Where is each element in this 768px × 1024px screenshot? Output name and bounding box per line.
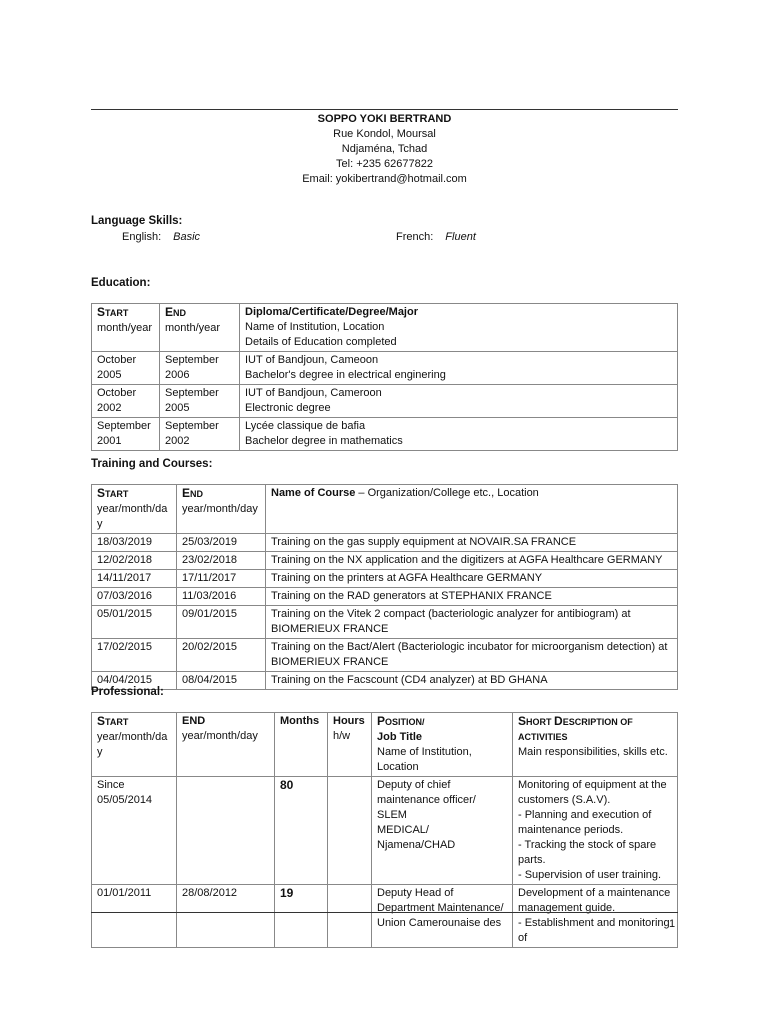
education-end-cell: September 2006	[160, 352, 240, 385]
training-course-header: Name of Course – Organization/College etc., Location	[266, 485, 678, 534]
professional-description-cell: Development of a maintenance management guide. - Establishment and monitoring of	[513, 885, 678, 948]
english-label: English:	[122, 231, 162, 243]
training-course-cell: Training on the printers at AGFA Healthcare GERMANY	[266, 570, 678, 588]
page-number: 1	[669, 918, 676, 930]
professional-start-cell: Since 05/05/2014	[92, 777, 177, 885]
bottom-rule	[91, 912, 678, 913]
education-diploma-header: Diploma/Certificate/Degree/Major Name of Institution, Location Details of Education completed	[240, 304, 678, 352]
education-start-cell: October 2005	[92, 352, 160, 385]
professional-description-header: SHORT DESCRIPTION OF ACTIVITIES Main responsibilities, skills etc.	[513, 713, 678, 777]
training-end-cell: 20/02/2015	[177, 639, 266, 672]
training-course-cell: Training on the NX application and the digitizers at AGFA Healthcare GERMANY	[266, 552, 678, 570]
professional-position-cell: Deputy Head of Department Maintenance/ Union Camerounaise des	[372, 885, 513, 948]
professional-end-header: END year/month/day	[177, 713, 275, 777]
professional-months-header: Months	[275, 713, 328, 777]
training-end-cell: 09/01/2015	[177, 606, 266, 639]
education-start-cell: September 2001	[92, 418, 160, 451]
education-header-row	[92, 304, 678, 352]
training-start-cell: 04/04/2015	[92, 672, 177, 690]
table-row	[92, 777, 678, 885]
english-skill	[122, 231, 200, 243]
training-course-cell: Training on the Bact/Alert (Bacteriologic incubator for microorganism detection) at BIOMERIEUX FRANCE	[266, 639, 678, 672]
person-name: SOPPO YOKI BERTRAND	[317, 113, 452, 125]
language-section-title: Language Skills:	[91, 215, 183, 227]
education-start-header: START month/year	[92, 304, 160, 352]
professional-months-cell: 19	[275, 885, 328, 948]
education-detail-cell: Lycée classique de bafia Bachelor degree in mathematics	[240, 418, 678, 451]
training-section-title: Training and Courses:	[91, 458, 213, 470]
top-rule	[91, 109, 678, 110]
training-course-cell: Training on the Vitek 2 compact (bacteriologic analyzer for antibiogram) at BIOMERIEUX FRANCE	[266, 606, 678, 639]
table-row	[92, 570, 678, 588]
training-start-cell: 14/11/2017	[92, 570, 177, 588]
education-end-header: END month/year	[160, 304, 240, 352]
table-row	[92, 606, 678, 639]
professional-header-row	[92, 713, 678, 777]
table-row	[92, 552, 678, 570]
table-row	[92, 588, 678, 606]
resume-page	[91, 0, 679, 1024]
table-row	[92, 639, 678, 672]
education-section-title: Education:	[91, 277, 151, 289]
table-row	[92, 352, 678, 385]
training-start-header: START year/month/da y	[92, 485, 177, 534]
education-detail-cell: IUT of Bandjoun, Cameroon Electronic degree	[240, 385, 678, 418]
training-end-cell: 17/11/2017	[177, 570, 266, 588]
professional-start-cell: 01/01/2011	[92, 885, 177, 948]
education-start-cell: October 2002	[92, 385, 160, 418]
contact-header	[91, 112, 678, 187]
training-course-cell: Training on the gas supply equipment at NOVAIR.SA FRANCE	[266, 534, 678, 552]
training-table	[91, 484, 678, 690]
training-course-cell: Training on the RAD generators at STEPHANIX FRANCE	[266, 588, 678, 606]
french-skill	[396, 231, 476, 243]
professional-description-cell: Monitoring of equipment at the customers (S.A.V). - Planning and execution of maintenance periods. - Tracking the stock of spare parts. - Supervision of user training.	[513, 777, 678, 885]
professional-hours-cell	[328, 885, 372, 948]
professional-start-header: START year/month/da y	[92, 713, 177, 777]
training-end-header: END year/month/day	[177, 485, 266, 534]
table-row	[92, 418, 678, 451]
training-header-row	[92, 485, 678, 534]
education-table	[91, 303, 678, 451]
education-end-cell: September 2002	[160, 418, 240, 451]
city: Ndjaména, Tchad	[341, 143, 428, 155]
table-row	[92, 672, 678, 690]
education-detail-cell: IUT of Bandjoun, Cameoon Bachelor's degree in electrical enginering	[240, 352, 678, 385]
table-row	[92, 534, 678, 552]
training-end-cell: 25/03/2019	[177, 534, 266, 552]
professional-hours-cell	[328, 777, 372, 885]
email: Email: yokibertrand@hotmail.com	[302, 173, 467, 185]
address: Rue Kondol, Moursal	[333, 128, 436, 140]
training-course-cell: Training on the Facscount (CD4 analyzer) at BD GHANA	[266, 672, 678, 690]
training-end-cell: 08/04/2015	[177, 672, 266, 690]
french-label: French:	[396, 231, 434, 243]
english-level: Basic	[173, 231, 201, 243]
professional-section-title: Professional:	[91, 686, 164, 698]
professional-position-cell: Deputy of chief maintenance officer/ SLEM MEDICAL/ Njamena/CHAD	[372, 777, 513, 885]
training-start-cell: 07/03/2016	[92, 588, 177, 606]
table-row	[92, 885, 678, 948]
training-start-cell: 05/01/2015	[92, 606, 177, 639]
professional-end-cell	[177, 777, 275, 885]
training-start-cell: 12/02/2018	[92, 552, 177, 570]
french-level: Fluent	[445, 231, 476, 243]
professional-months-cell: 80	[275, 777, 328, 885]
professional-position-header: POSITION/ Job Title Name of Institution, Location	[372, 713, 513, 777]
professional-end-cell: 28/08/2012	[177, 885, 275, 948]
training-end-cell: 23/02/2018	[177, 552, 266, 570]
professional-hours-header: Hours h/w	[328, 713, 372, 777]
table-row	[92, 385, 678, 418]
education-end-cell: September 2005	[160, 385, 240, 418]
telephone: Tel: +235 62677822	[336, 158, 433, 170]
training-start-cell: 18/03/2019	[92, 534, 177, 552]
training-start-cell: 17/02/2015	[92, 639, 177, 672]
training-end-cell: 11/03/2016	[177, 588, 266, 606]
